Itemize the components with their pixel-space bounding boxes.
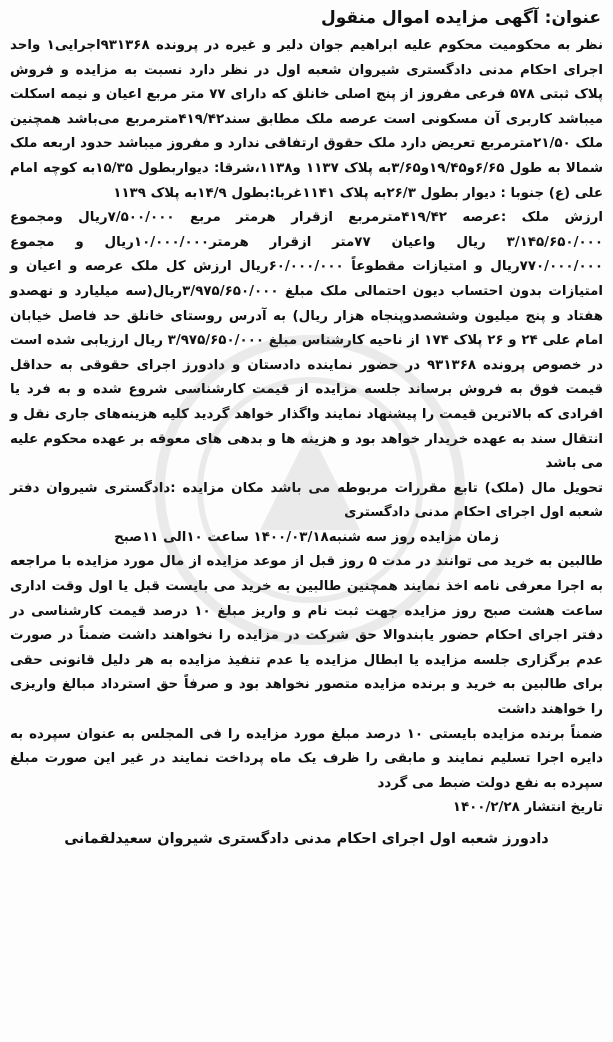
auction-schedule: زمان مزایده روز سه شنبه۱۴۰۰/۰۳/۱۸ ساعت ۱۰الی ۱۱صبح [114,529,499,545]
paragraph-delivery: تحویل مال (ملک) تابع مقررات مربوطه می باشد مکان مزایده :دادگستری شیروان دفتر شعبه اول اجرای احکام مدنی دادگستری [10,480,603,521]
paragraph-deposit: ضمناً برنده مزایده بایستی ۱۰ درصد مبلغ مورد مزایده را فی المجلس به عنوان سپرده به دایره اجرا تسلیم نمایند و مابقی را ظرف یک ماه پرداخت نمایند در غیر این صورت مبلغ سپرده به نفع دولت ضبط می گردد [10,726,604,791]
paragraph-bidders: طالبین به خرید می توانند در مدت ۵ روز قبل از موعد مزایده از مال مورد مزایده با مراجعه به اجرا معرفی نامه اخذ نمایند همچنین طالبین به خرید می بایست قبل یا اول وقت اداری ساعت هشت صبح روز مزایده جهت ثبت نام و واریز مبلغ ۱۰ درصد قیمت کارشناسی در دفتر اجرای احکام حضور یابندوالا حق شرکت در مزایده را نخواهند داشت ضمناً در صورت عدم برگزاری جلسه مزایده یا ابطال مزایده یا عدم تنفیذ مزایده به هر دلیل قانونی حقی برای طالبین به خرید و برنده مزایده متصور نخواهد بود و صرفاً حق استرداد مبالغ واریزی را خواهند داشت [10,554,603,718]
publish-date: تاریخ انتشار ۱۴۰۰/۲/۲۸ [452,800,603,816]
page-title: عنوان: آگهی مزایده اموال منقول [320,8,601,28]
paragraph-valuation: ارزش ملک :عرصه ۴۱۹/۴۲مترمربع ازقرار هرمتر مربع ۷/۵۰۰/۰۰۰ریال ومجموع ۳/۱۴۵/۶۵۰/۰۰۰ ریال واعیان ۷۷متر ازقرار هرمتر۱۰/۰۰۰/۰۰۰ریال و مجموع ۷۷۰/۰۰۰/۰۰۰ریال و امتیازات مقطوعاً ۶۰/۰۰۰/۰۰۰ریال ارزش کل ملک عرصه و اعیان و امتیازات بدون احتساب دیون احتمالی ملک مبلغ ۳/۹۷۵/۶۵۰/۰۰۰ریال(سه میلیارد و نهصدو هفتاد و پنج میلیون وششصدوپنجاه هزار ریال) به آدرس روستای خانلق حد فاصل خیابان امام علی ۲۴ و ۲۶ پلاک ۱۷۴ از ناحیه کارشناس مبلغ ۳/۹۷۵/۶۵۰/۰۰۰ ریال ارزیابی شده است در خصوص پرونده ۹۳۱۳۶۸ در حضور نماینده دادستان و دادورز اجرای حقوقی به حداقل قیمت فوق به فروش برساند جلسه مزایده از قیمت کارشناسی شروع شده و به فرد یا افرادی که بالاترین قیمت را پیشنهاد نمایند واگذار خواهد گردید کلیه هزینه‌های جاری نقل و انتقال سند به عهده خریدار خواهد بود و هزینه ها و بدهی های معوقه بر عهده محکوم علیه می باشد [10,210,603,472]
paragraph-intro: نظر به محکومیت محکوم علیه ابراهیم جوان دلیر و غیره در پرونده ۹۳۱۳۶۸اجرایی۱ واحد اجرای احکام مدنی دادگستری شیروان شعبه اول در نظر دارد نسبت به مزایده و فروش پلاک ثبتی ۵۷۸ فرعی مفروز از پنج اصلی خانلق که دارای ۷۷ متر مربع اعیان و نیمه اسکلت میباشد کاربری آن مسکونی است عرصه ملک مطابق سند۴۱۹/۴۲مترمربع می‌باشد همچنین ملک ۲۱/۵۰مترمربع تعریض دارد ملک حقوق ارتفاقی ندارد و مفروز میباشد حدود اربعه ملک شمالا به طول ۶/۶۵و۱۹/۴۵و۳/۶۵به پلاک ۱۱۳۷ و۱۱۳۸،شرقا: دیواربطول ۱۵/۳۵به کوچه امام علی (ع) جنوبا : دیوار بطول ۲۶/۳به پلاک ۱۱۴۱غربا:بطول ۱۴/۹به پلاک ۱۱۳۹ [10,38,603,201]
notice-body [10,34,603,821]
signature-line: دادورز شعبه اول اجرای احکام مدنی دادگستری شیروان سعیدلقمانی [64,831,549,847]
